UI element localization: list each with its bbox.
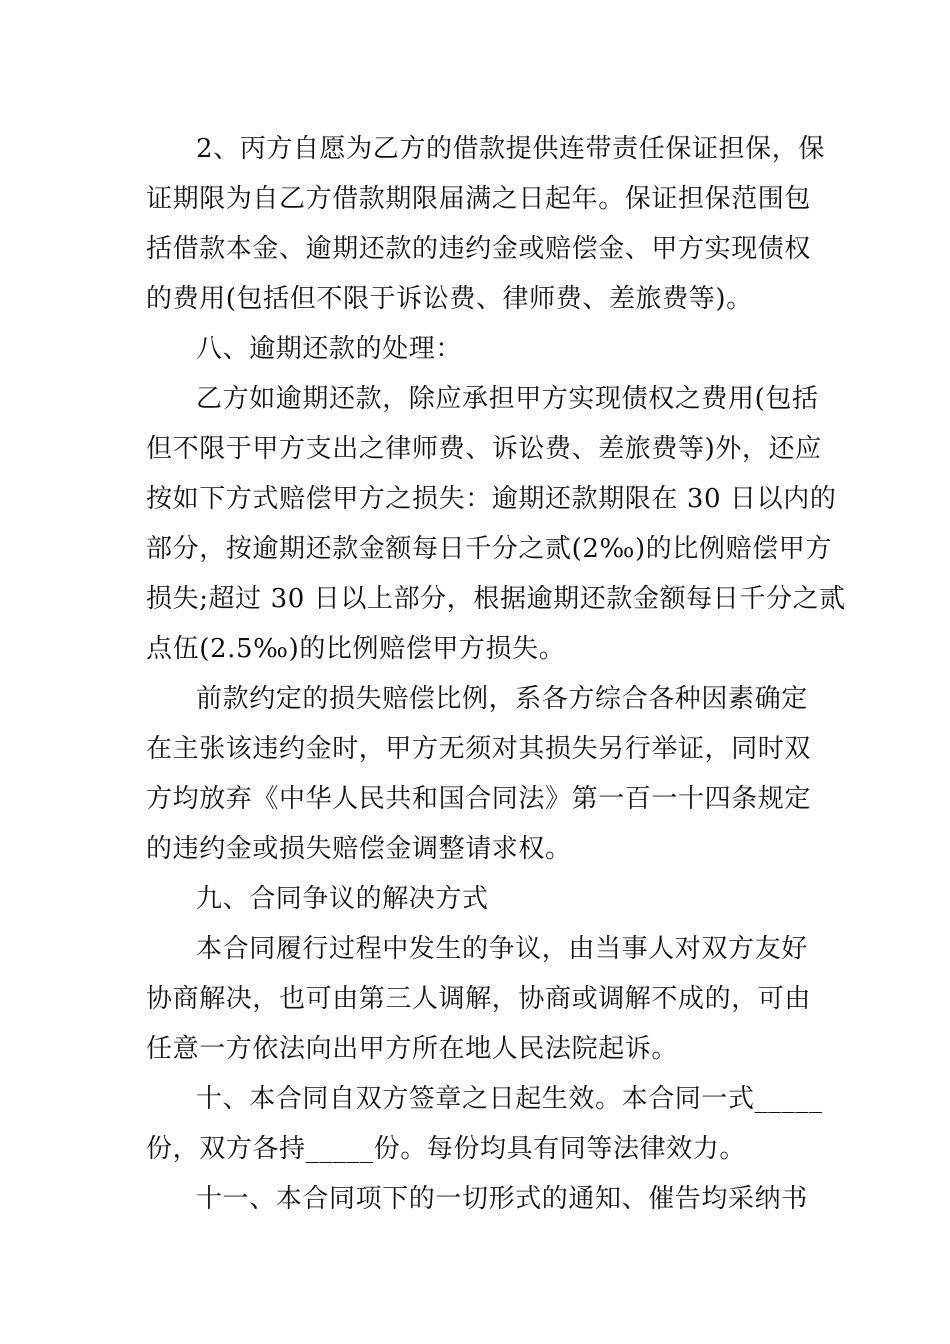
text-line: 括借款本金、逾期还款的违约金或赔偿金、甲方实现债权: [146, 234, 812, 264]
text-line: 本合同履行过程中发生的争议，由当事人对双方友好: [196, 934, 808, 964]
text-line: 乙方如逾期还款，除应承担甲方实现债权之费用(包括: [196, 384, 819, 414]
text-line: 的费用(包括但不限于诉讼费、律师费、差旅费等)。: [146, 284, 753, 314]
section-heading: 八、逾期还款的处理：: [196, 334, 463, 364]
text-line: 部分，按逾期还款金额每日千分之贰(2‰)的比例赔偿甲方: [146, 534, 832, 564]
text-line: 损失;超过 30 日以上部分，根据逾期还款金额每日千分之贰: [146, 584, 846, 614]
text-line: 十、本合同自双方签章之日起生效。本合同一式_____: [196, 1084, 823, 1114]
section-heading: 九、合同争议的解决方式: [196, 884, 489, 914]
text-line: 在主张该违约金时，甲方无须对其损失另行举证，同时双: [146, 734, 812, 764]
text-line: 任意一方依法向出甲方所在地人民法院起诉。: [146, 1034, 679, 1064]
text-line: 但不限于甲方支出之律师费、诉讼费、差旅费等)外，还应: [146, 434, 822, 464]
text-line: 证期限为自乙方借款期限届满之日起年。保证担保范围包: [146, 184, 812, 214]
text-line: 前款约定的损失赔偿比例，系各方综合各种因素确定: [196, 684, 808, 714]
text-line: 2、丙方自愿为乙方的借款提供连带责任保证担保，保: [196, 134, 825, 164]
text-line: 方均放弃《中华人民共和国合同法》第一百一十四条规定: [146, 784, 812, 814]
text-line: 点伍(2.5‰)的比例赔偿甲方损失。: [146, 634, 566, 664]
text-line: 按如下方式赔偿甲方之损失：逾期还款期限在 30 日以内的: [146, 484, 837, 514]
text-line: 的违约金或损失赔偿金调整请求权。: [146, 834, 572, 864]
text-line: 十一、本合同项下的一切形式的通知、催告均采纳书: [196, 1184, 808, 1214]
text-line: 协商解决，也可由第三人调解，协商或调解不成的，可由: [146, 984, 812, 1014]
text-line: 份，双方各持_____份。每份均具有同等法律效力。: [146, 1134, 747, 1164]
